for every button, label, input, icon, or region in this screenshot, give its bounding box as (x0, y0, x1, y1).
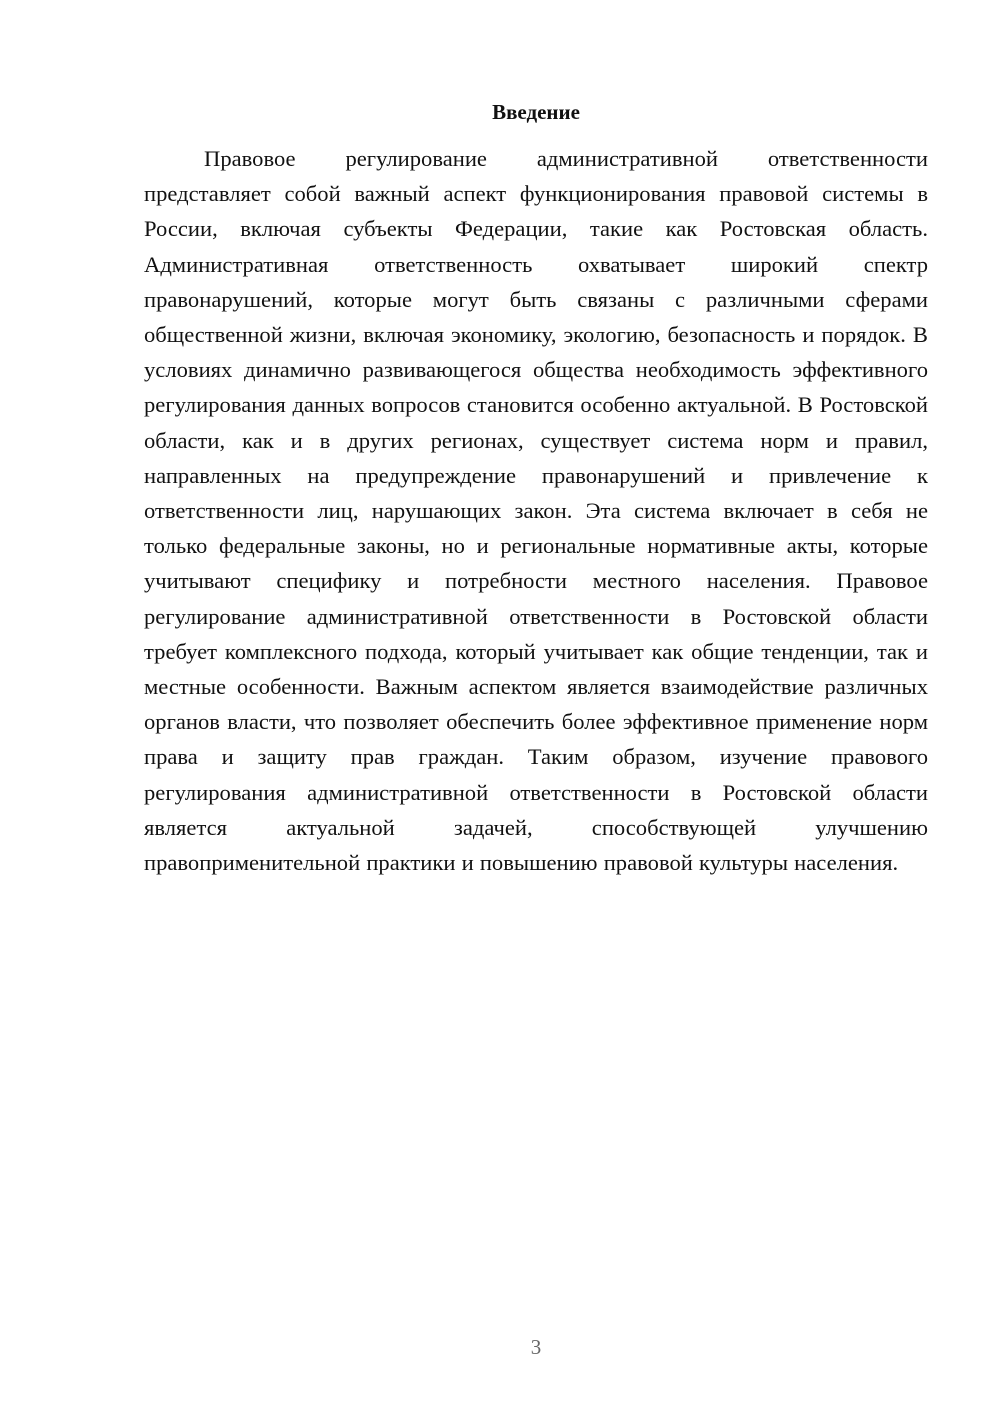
body-paragraph: Правовое регулирование административной ответственности представляет собой важный аспект функционирования правовой системы в России, включая субъекты Федерации, такие как Ростовская область. Административная ответственность охватывает широкий спектр правонарушений, которые могут быть связаны с различными сферами общественной жизни, включая экономику, экологию, безопасность и порядок. В условиях динамично развивающегося общества необходимость эффективного регулирования данных вопросов становится особенно актуальной. В Ростовской области, как и в других регионах, существует система норм и правил, направленных на предупреждение правонарушений и привлечение к ответственности лиц, нарушающих закон. Эта система включает в себя не только федеральные законы, но и региональные нормативные акты, которые учитывают специфику и потребности местного населения. Правовое регулирование административной ответственности в Ростовской области требует комплексного подхода, который учитывает как общие тенденции, так и местные особенности. Важным аспектом является взаимодействие различных органов власти, что позволяет обеспечить более эффективное применение норм права и защиту прав граждан. Таким образом, изучение правового регулирования административной ответственности в Ростовской области является актуальной задачей, способствующей улучшению правоприменительной практики и повышению правовой культуры населения. (144, 146, 928, 876)
section-heading: Введение (492, 100, 580, 124)
page-number: 3 (530, 1335, 542, 1359)
